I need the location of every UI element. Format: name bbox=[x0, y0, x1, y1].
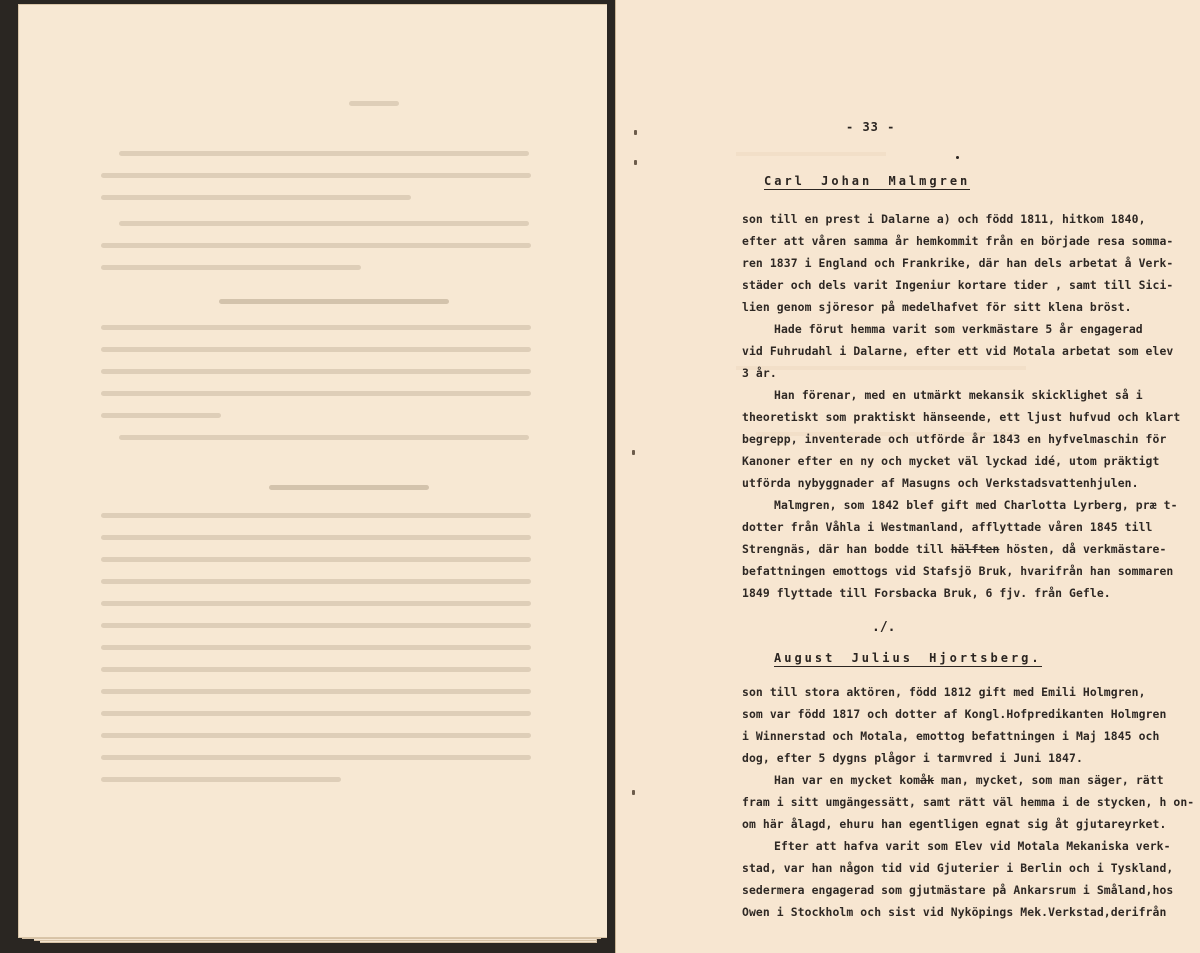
text-line: 3 år. bbox=[742, 366, 777, 380]
text-line: Owen i Stockholm och sist vid Nyköpings Mek.Verkstad,derifrån bbox=[742, 905, 1167, 919]
text-line: i Winnerstad och Motala, emottog befattningen i Maj 1845 och bbox=[742, 729, 1160, 743]
left-page bbox=[18, 4, 610, 938]
ghost-text bbox=[101, 645, 531, 650]
ghost-text bbox=[101, 777, 341, 782]
ghost-text bbox=[101, 733, 531, 738]
ghost-text bbox=[101, 325, 531, 330]
text-line: son till stora aktören, född 1812 gift med Emili Holmgren, bbox=[742, 685, 1146, 699]
struck-word: hälften bbox=[950, 542, 1000, 556]
text-line: stad, var han någon tid vid Gjuterier i Berlin och i Tyskland, bbox=[742, 861, 1174, 875]
ghost-text bbox=[101, 601, 531, 606]
text-line: som var född 1817 och dotter af Kongl.Hofpredikanten Holmgren bbox=[742, 707, 1167, 721]
text-line: Efter att hafva varit som Elev vid Motala Mekaniska verk- bbox=[774, 839, 1171, 853]
ghost-text bbox=[349, 101, 399, 106]
ghost-text bbox=[101, 755, 531, 760]
text-line: efter att våren samma år hemkommit från en började resa somma- bbox=[742, 234, 1174, 248]
text-line: 1849 flyttade till Forsbacka Bruk, 6 fjv. från Gefle. bbox=[742, 586, 1111, 600]
text-line: utförda nybyggnader af Masugns och Verkstadsvattenhjulen. bbox=[742, 476, 1139, 490]
ghost-text bbox=[101, 667, 531, 672]
ghost-heading bbox=[219, 299, 449, 304]
text-line: lien genom sjöresor på medelhafvet för sitt klena bröst. bbox=[742, 300, 1132, 314]
right-page bbox=[615, 0, 1200, 953]
ghost-text bbox=[101, 265, 361, 270]
text-line: sedermera engagerad som gjutmästare på Ankarsrum i Småland,hos bbox=[742, 883, 1174, 897]
ghost-text bbox=[101, 535, 531, 540]
text-line-with-strike bbox=[742, 542, 1166, 556]
ghost-text bbox=[101, 391, 531, 396]
section-heading-malmgren: Carl Johan Malmgren bbox=[764, 174, 971, 188]
text-line: Malmgren, som 1842 blef gift med Charlotta Lyrberg, præ t- bbox=[774, 498, 1178, 512]
ghost-text bbox=[101, 623, 531, 628]
ghost-text bbox=[101, 513, 531, 518]
text-line: dotter från Våhla i Westmanland, afflyttade våren 1845 till bbox=[742, 520, 1153, 534]
ghost-text bbox=[119, 435, 529, 440]
page-number: - 33 - bbox=[846, 120, 896, 134]
text-line: Hade förut hemma varit som verkmästare 5 år engagerad bbox=[774, 322, 1143, 336]
ghost-text bbox=[101, 689, 531, 694]
ghost-text bbox=[101, 243, 531, 248]
binding-hole bbox=[632, 790, 635, 795]
ghost-text bbox=[101, 579, 531, 584]
ghost-text bbox=[101, 557, 531, 562]
text-line: Kanoner efter en ny och mycket väl lyckad idé, utom präktigt bbox=[742, 454, 1160, 468]
text-line: Han förenar, med en utmärkt mekansik skicklighet så i bbox=[774, 388, 1143, 402]
text-line-with-strike bbox=[774, 773, 1164, 787]
ghost-text bbox=[101, 369, 531, 374]
bleed-through bbox=[736, 152, 886, 156]
ghost-heading bbox=[269, 485, 429, 490]
text-fragment: hösten, då verkmästare- bbox=[999, 542, 1167, 556]
section-heading-hjortsberg: August Julius Hjortsberg. bbox=[774, 651, 1042, 665]
binding-hole bbox=[634, 160, 637, 165]
text-fragment: Strengnäs, där han bodde till bbox=[742, 542, 951, 556]
text-line: vid Fuhrudahl i Dalarne, efter ett vid Motala arbetat som elev bbox=[742, 344, 1174, 358]
text-line: fram i sitt umgängessätt, samt rätt väl hemma i de stycken, h on- bbox=[742, 795, 1195, 809]
binding-hole bbox=[634, 130, 637, 135]
text-line: om här ålagd, ehuru han egentligen egnat sig åt gjutareyrket. bbox=[742, 817, 1167, 831]
text-line: theoretiskt som praktiskt hänseende, ett ljust hufvud och klart bbox=[742, 410, 1181, 424]
ghost-text bbox=[101, 347, 531, 352]
ghost-text bbox=[101, 711, 531, 716]
ghost-text bbox=[101, 195, 411, 200]
binding-hole bbox=[632, 450, 635, 455]
ghost-text bbox=[101, 413, 221, 418]
ghost-text bbox=[119, 151, 529, 156]
text-line: ren 1837 i England och Frankrike, där han dels arbetat å Verk- bbox=[742, 256, 1174, 270]
text-line: dog, efter 5 dygns plågor i tarmvred i Juni 1847. bbox=[742, 751, 1083, 765]
ghost-text bbox=[119, 221, 529, 226]
text-line: befattningen emottogs vid Stafsjö Bruk, hvarifrån han sommaren bbox=[742, 564, 1174, 578]
text-fragment: man, mycket, som man säger, rätt bbox=[934, 773, 1164, 787]
ghost-text bbox=[101, 173, 531, 178]
section-separator: ./. bbox=[872, 620, 896, 635]
struck-word: åk bbox=[920, 773, 935, 787]
text-line: begrepp, inventerade och utförde år 1843 en hyfvelmaschin för bbox=[742, 432, 1167, 446]
ink-dot bbox=[956, 156, 959, 159]
bleed-through bbox=[736, 366, 1026, 370]
text-line: städer och dels varit Ingeniur kortare tider , samt till Sici- bbox=[742, 278, 1174, 292]
text-line: son till en prest i Dalarne a) och född 1811, hitkom 1840, bbox=[742, 212, 1146, 226]
text-fragment: Han var en mycket kom bbox=[774, 773, 921, 787]
